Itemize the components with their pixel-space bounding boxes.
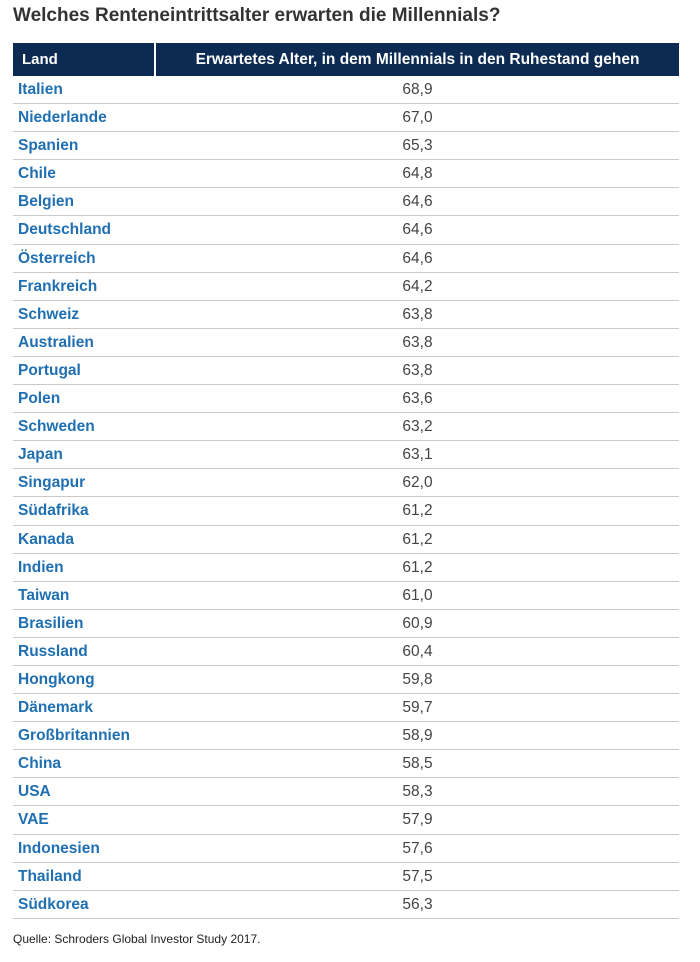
table-row: [13, 582, 679, 610]
expected-age-cell: 64,8: [402, 165, 433, 183]
expected-age-cell: 68,9: [402, 81, 433, 98]
country-cell: Frankreich: [18, 277, 98, 295]
country-cell: USA: [18, 783, 51, 801]
table-row: [13, 273, 679, 301]
table-row: [13, 666, 679, 694]
country-cell: Schweiz: [18, 305, 80, 323]
expected-age-cell: 60,9: [402, 614, 433, 632]
expected-age-cell: 64,6: [402, 193, 433, 211]
country-cell: Australien: [18, 333, 94, 351]
chart-title: Welches Renteneintrittsalter erwarten die Millennials?: [13, 5, 501, 26]
country-cell: VAE: [18, 811, 49, 829]
expected-age-cell: 65,3: [402, 137, 433, 155]
table-row: [13, 245, 679, 273]
table-row: [13, 104, 679, 132]
table-row: [13, 413, 679, 441]
table-row: [13, 357, 679, 385]
table-row: [13, 76, 679, 104]
table-row: [13, 301, 679, 329]
country-cell: Indien: [18, 558, 64, 576]
country-cell: Großbritannien: [18, 727, 130, 745]
table-row: [13, 610, 679, 638]
expected-age-cell: 58,3: [402, 783, 433, 801]
table-row: [13, 722, 679, 750]
table-row: [13, 188, 679, 216]
retirement-age-table: [13, 43, 679, 919]
expected-age-cell: 64,2: [402, 277, 433, 295]
table-header: [13, 43, 679, 76]
table-row: [13, 863, 679, 891]
country-cell: Belgien: [18, 193, 74, 211]
expected-age-cell: 64,6: [402, 249, 433, 267]
table-row: [13, 497, 679, 525]
expected-age-cell: 61,2: [402, 502, 433, 520]
country-cell: Taiwan: [18, 586, 70, 604]
table-body: [13, 76, 679, 919]
country-cell: Singapur: [18, 474, 86, 492]
expected-age-cell: 61,0: [402, 586, 433, 604]
table-row: [13, 469, 679, 497]
table-row: [13, 891, 679, 919]
expected-age-cell: 63,8: [402, 361, 433, 379]
expected-age-cell: 67,0: [402, 109, 433, 127]
country-cell: Schweden: [18, 418, 95, 436]
country-cell: Spanien: [18, 137, 79, 155]
table-row: [13, 778, 679, 806]
expected-age-cell: 59,8: [402, 670, 433, 688]
expected-age-cell: 57,6: [402, 839, 433, 857]
expected-age-cell: 59,7: [402, 699, 433, 717]
expected-age-cell: 61,2: [402, 530, 433, 548]
table-row: [13, 526, 679, 554]
country-cell: Polen: [18, 390, 61, 408]
table-row: [13, 694, 679, 722]
table-row: [13, 216, 679, 244]
column-header-expected-age: Erwartetes Alter, in dem Millennials in den Ruhestand gehen: [195, 51, 640, 68]
expected-age-cell: 58,5: [402, 755, 433, 773]
expected-age-cell: 63,2: [402, 418, 433, 436]
column-header-land: Land: [13, 43, 156, 76]
country-cell: Brasilien: [18, 614, 84, 632]
country-cell: Niederlande: [18, 109, 107, 127]
table-row: [13, 835, 679, 863]
expected-age-cell: 61,2: [402, 558, 433, 576]
source-note: Quelle: Schroders Global Investor Study 2017.: [13, 932, 261, 946]
country-cell: Hongkong: [18, 670, 95, 688]
country-cell: China: [18, 755, 62, 773]
country-cell: Kanada: [18, 530, 74, 548]
expected-age-cell: 63,8: [402, 333, 433, 351]
expected-age-cell: 58,9: [402, 727, 433, 745]
country-cell: Südkorea: [18, 895, 89, 913]
expected-age-cell: 57,9: [402, 811, 433, 829]
country-cell: Chile: [18, 165, 56, 183]
table-row: [13, 132, 679, 160]
table-row: [13, 160, 679, 188]
expected-age-cell: 64,6: [402, 221, 433, 239]
country-cell: Dänemark: [18, 699, 93, 717]
country-cell: Südafrika: [18, 502, 89, 520]
country-cell: Italien: [18, 81, 63, 98]
country-cell: Russland: [18, 642, 88, 660]
expected-age-cell: 63,6: [402, 390, 433, 408]
expected-age-cell: 57,5: [402, 867, 433, 885]
country-cell: Portugal: [18, 361, 81, 379]
table-row: [13, 750, 679, 778]
expected-age-cell: 63,1: [402, 446, 433, 464]
table-row: [13, 385, 679, 413]
country-cell: Deutschland: [18, 221, 112, 239]
expected-age-cell: 60,4: [402, 642, 433, 660]
country-cell: Japan: [18, 446, 63, 464]
country-cell: Indonesien: [18, 839, 100, 857]
table-row: [13, 638, 679, 666]
expected-age-cell: 62,0: [402, 474, 433, 492]
expected-age-cell: 63,8: [402, 305, 433, 323]
table-row: [13, 329, 679, 357]
expected-age-cell: 56,3: [402, 895, 433, 913]
table-row: [13, 554, 679, 582]
table-row: [13, 441, 679, 469]
country-cell: Thailand: [18, 867, 82, 885]
table-row: [13, 806, 679, 834]
country-cell: Österreich: [18, 249, 96, 267]
